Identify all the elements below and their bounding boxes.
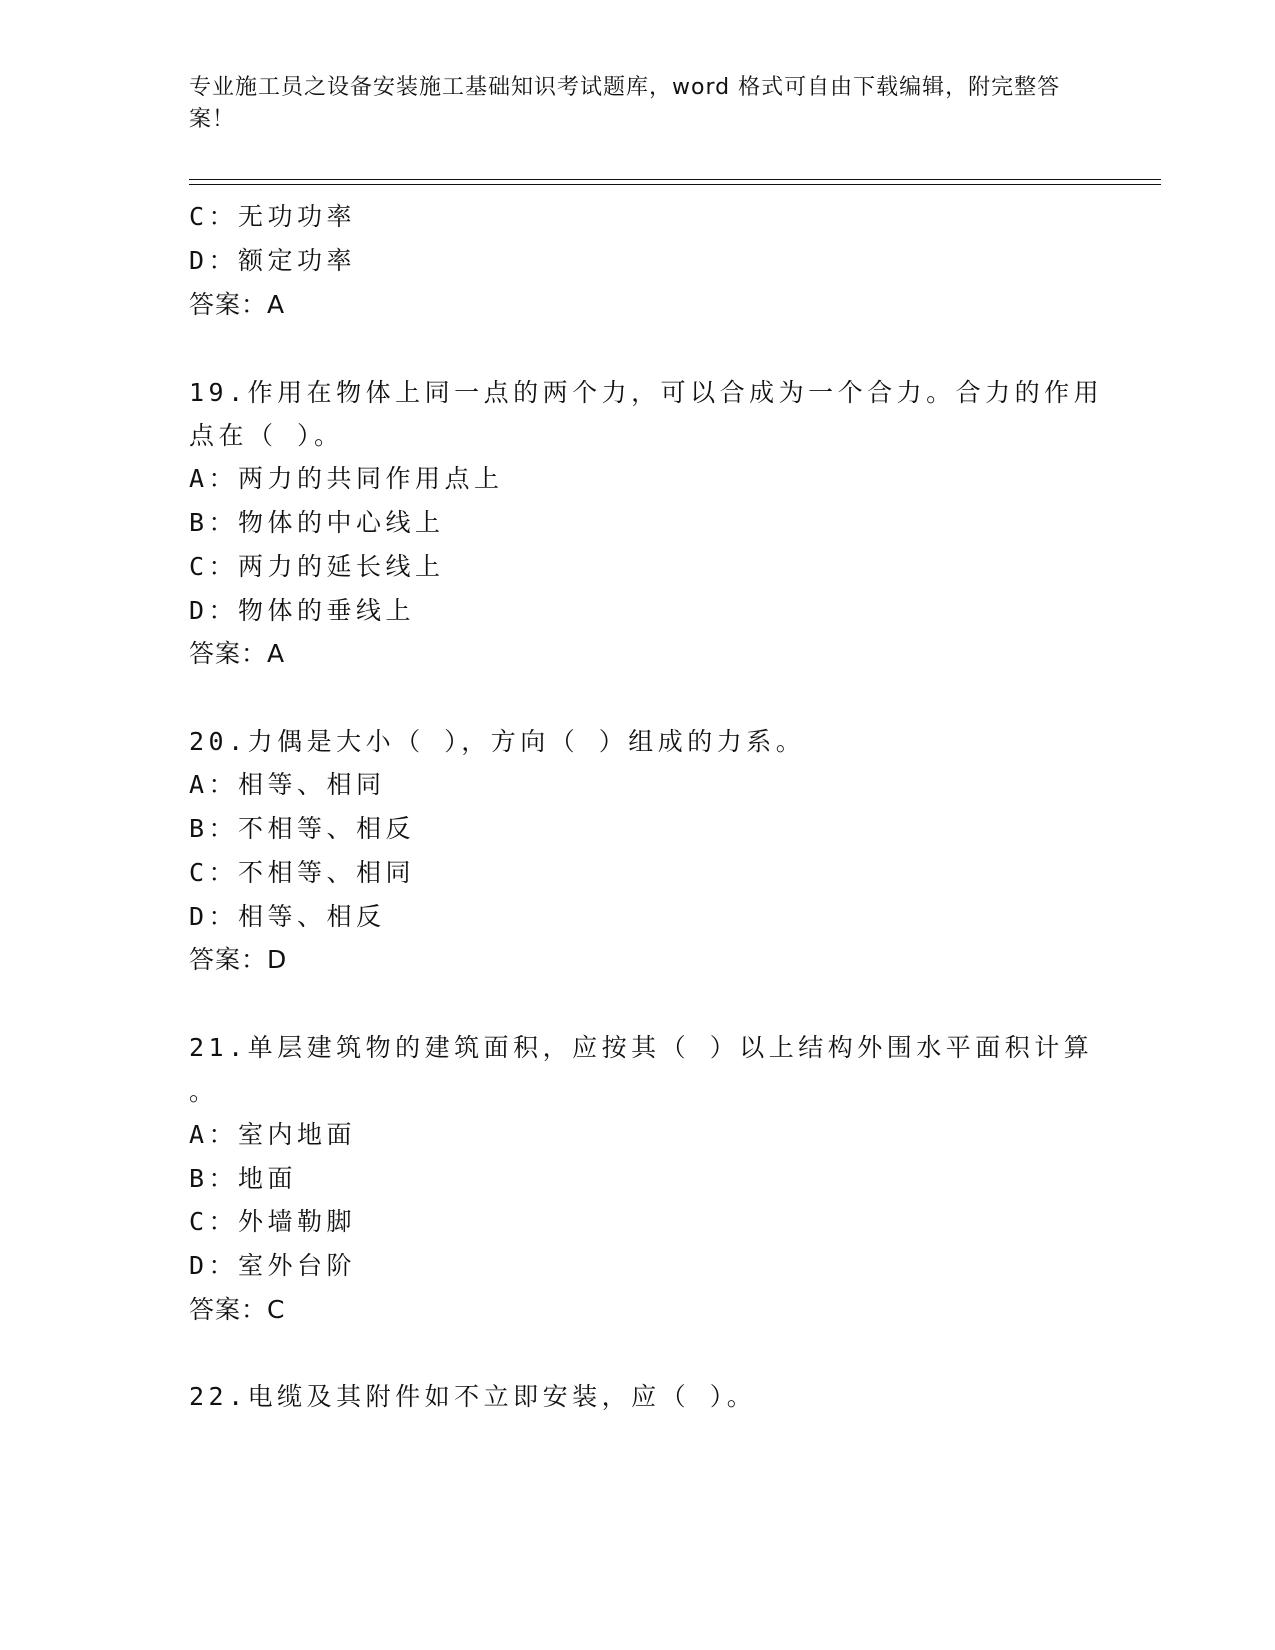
document-header: 专业施工员之设备安装施工基础知识考试题库，word 格式可自由下载编辑，附完整答案！	[189, 75, 1061, 132]
option-line: D：相等、相反	[189, 902, 386, 931]
question-text: 20.力偶是大小（ ），方向（ ）组成的力系。	[189, 727, 806, 756]
option-line: D：物体的垂线上	[189, 596, 416, 625]
option-line: A：相等、相同	[189, 770, 386, 799]
option-line: C：无功功率	[189, 202, 357, 231]
answer-line: 答案：C	[189, 1295, 286, 1324]
option-line: A：室内地面	[189, 1120, 357, 1149]
question-text: 点在（ ）。	[189, 421, 344, 450]
question-text: 。	[189, 1077, 219, 1106]
answer-line: 答案：A	[189, 290, 286, 319]
option-line: C：外墙勒脚	[189, 1207, 357, 1236]
option-line: B：物体的中心线上	[189, 508, 445, 537]
option-line: D：室外台阶	[189, 1251, 357, 1280]
option-line: C：不相等、相同	[189, 858, 416, 887]
option-line: A：两力的共同作用点上	[189, 464, 504, 493]
answer-line: 答案：D	[189, 945, 288, 974]
answer-line: 答案：A	[189, 639, 286, 668]
question-text: 21.单层建筑物的建筑面积，应按其（ ）以上结构外围水平面积计算	[189, 1033, 1094, 1062]
header-divider-bottom	[189, 184, 1161, 185]
option-line: B：不相等、相反	[189, 814, 416, 843]
header-divider-top	[189, 179, 1161, 180]
question-text: 19.作用在物体上同一点的两个力，可以合成为一个合力。合力的作用	[189, 378, 1104, 407]
option-line: C：两力的延长线上	[189, 552, 445, 581]
question-text: 22.电缆及其附件如不立即安装，应（ ）。	[189, 1382, 757, 1411]
option-line: D：额定功率	[189, 246, 357, 275]
option-line: B：地面	[189, 1164, 298, 1193]
